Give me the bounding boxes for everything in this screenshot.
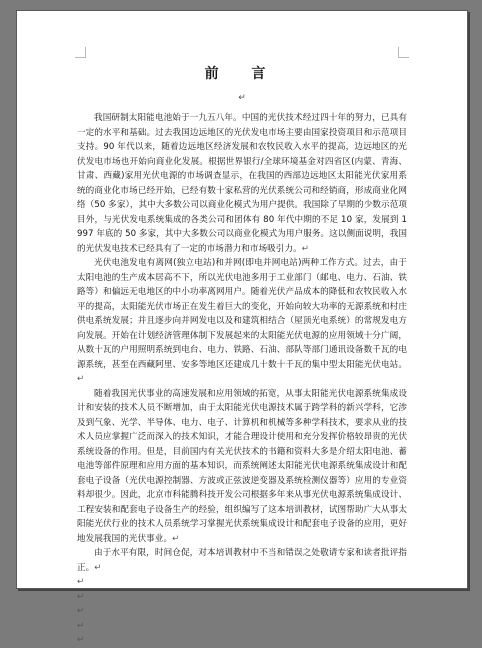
- margin-corner-mark: [75, 47, 86, 58]
- empty-paragraph-mark: ↵: [77, 606, 85, 616]
- document-title: 前 言: [204, 66, 280, 82]
- document-body[interactable]: [77, 65, 407, 648]
- body-paragraph: 光伏电池发电有离网(独立电站)和并网(即电并网电站)两种工作方式。过去，由于太阳电池的生产成本居高不下，所以光伏电池多用于工业部门（邮电、电力、石油、铁路等）和偏远无电地区的中小功率离网用户。随着光伏产品成本的降低和农牧民收入水平的提高，太阳能光伏市场正在发生着巨大的变化，开始向较大功率的无源系统和村庄供电系统发展；并且逐步向并网发电以及和建筑相结合（屋顶光电系统）的常规发电方向发展。开始在计划经济管理体制下发展起来的太阳能光伏电源的应用领域十分广阔，从数十瓦的户用照明系统到电台、电力、铁路、石油、部队等部门通讯设备数千瓦的电源系统，甚至在西藏阿里、安多等地区还建成几十数十千瓦的集中型太阳能光伏电站。↵: [77, 258, 407, 384]
- paragraph-mark: ↵: [238, 93, 246, 103]
- body-paragraph: 由于水平有限，时间仓促，对本培训教材中不当和错误之处敬请专家和读者批评指正。↵: [77, 548, 407, 573]
- empty-paragraph-mark: ↵: [77, 591, 85, 602]
- paragraph-mark: ↵: [172, 533, 180, 544]
- empty-paragraph-mark: ↵: [77, 620, 85, 631]
- paragraph-mark: ↵: [301, 243, 310, 254]
- body-paragraph: 随着我国光伏事业的高速发展和应用领域的拓宽，从事太阳能光伏电源系统集成设计和安装的技术人员不断增加，由于太阳能光伏电源技术属于跨学科的新兴学科，它涉及到气象、光学、半导体、电力、电子、计算机和机械等多种学科技术，要求从业的技术人员应掌握广泛而深入的技术知识，才能合理设计使用和充分发挥价格较昂贵的光伏系统设备的作用。但是，目前国内有关光伏技术的书籍和资料大多是介绍太阳电池、蓄电池等部件原理和应用方面的基本知识，而系统阐述太阳能光伏电源系统集成设计和配套电子设备（光伏电源控制器、方波或正弦波逆变器及系统检测仪器等）应用的专业资料却很少。因此，北京市科能腾科技开发公司根据多年来从事光伏电源系统集成设计、工程安装和配套电子设备生产的经验，组织编写了这本培训教材，试图帮助广大从事太阳能光伏行业的技术人员系统学习掌握光伏系统集成设计和配套电子设备的应用，更好地发展我国的光伏事业。↵: [77, 388, 407, 544]
- margin-corner-mark: [398, 47, 409, 58]
- paragraph-mark: ↵: [77, 374, 85, 384]
- document-page[interactable]: [16, 10, 468, 645]
- body-paragraph: 我国研制太阳能电池始于一九五八年。中国的光伏技术经过四十年的努力，已具有一定的水平和基础。过去我国边远地区的光伏发电市场主要由国家投资项目和示范项目支持。90 年代以来，随着边远地区经济发展和农牧民收入水平的提高，边远地区的光伏发电市场也开始向商业化发展。根据世界银行/全球环境基金对四省区(内蒙、青海、甘肃、西藏)家用光伏电源的市场调查显示，在我国的西部边远地区太阳能光伏家用系统的商业化市场已经开始，已经有数十家私营的光伏系统公司和经销商，形成商业化网络（50 多家），其中大多数公司以商业化模式为用户提供。我国除了早期的少数示范项目外，与光伏发电系统集成的各类公司和团体有 80 年代中期的不足 10 家，发展到 1997 年底的 50 多家，其中大多数公司以商业化模式为用户服务。这以侧面说明，我国的光伏发电技术已经具有了一定的市场潜力和市场吸引力。↵: [77, 113, 407, 254]
- empty-paragraph-mark: ↵: [77, 635, 85, 645]
- paragraph-mark: ↵: [94, 562, 102, 573]
- empty-paragraph-mark: ↵: [77, 577, 85, 587]
